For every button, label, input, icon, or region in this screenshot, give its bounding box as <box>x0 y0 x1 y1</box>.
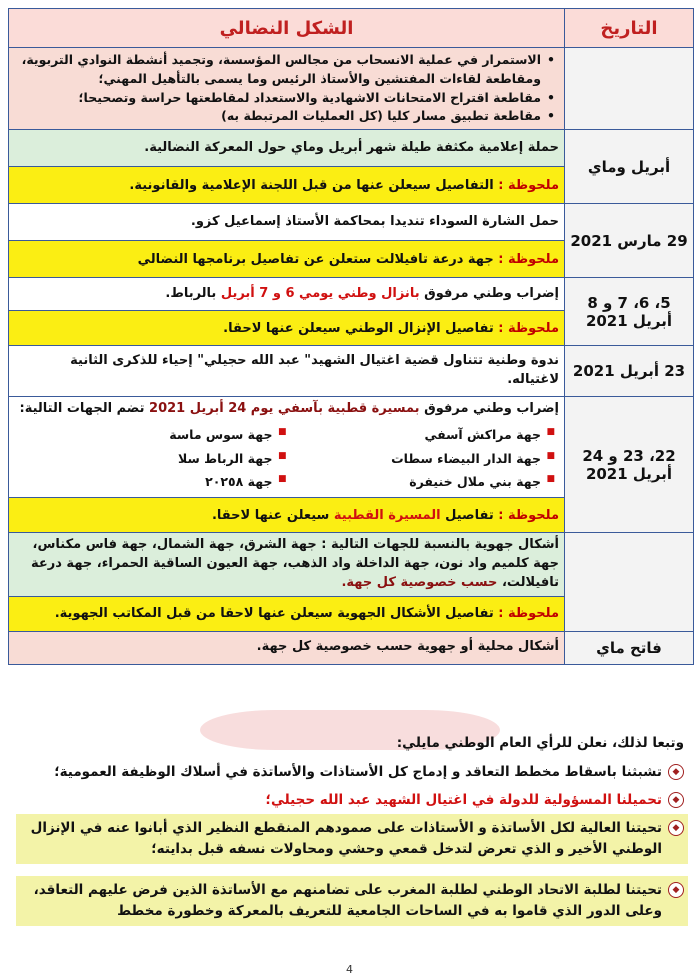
row4-text-pre: إضراب وطني مرفوق <box>424 285 559 301</box>
intro-statement: وتبعا لذلك، نعلن للرأي العام الوطني مايلي: <box>396 735 684 751</box>
row7-text-highlight: حسب خصوصية كل جهة. <box>341 574 498 590</box>
row7-date <box>565 533 694 632</box>
table-row <box>9 397 694 498</box>
row3-text: حمل الشارة السوداء تنديدا بمحاكمة الأستاذ إسماعيل كزو. <box>9 204 565 241</box>
row4-text-highlight: بانزال وطني يومي 6 و 7 أبريل <box>220 285 420 301</box>
list-item: ■ جهة بني ملال خنيفرة <box>283 470 542 494</box>
table-row <box>9 631 694 664</box>
note-text: تفاصيل الإنزال الوطني سيعلن عنها لاحقا. <box>223 320 494 336</box>
row2-note <box>9 167 565 204</box>
row6-regions <box>14 423 559 494</box>
row6-text <box>14 400 559 419</box>
demand-item <box>16 876 688 926</box>
demand-item <box>16 758 688 787</box>
bullet-icon: ◆ <box>668 764 684 780</box>
table-row <box>9 533 694 597</box>
demand-text: تحميلنا المسؤولية للدولة في اغتيال الشهيد عبد الله حجيلي؛ <box>265 792 662 808</box>
row6-note <box>9 498 565 533</box>
row1-date <box>565 48 694 130</box>
row4-note <box>9 311 565 346</box>
list-item: ■ جهة الرباط سلا <box>14 447 273 471</box>
row2-text: حملة إعلامية مكثفة طيلة شهر أبريل وماي حول المعركة النضالية. <box>9 130 565 167</box>
row6-date: 22، 23 و 24 أبريل 2021 <box>565 397 694 533</box>
note-post: سيعلن عنها لاحقا. <box>211 507 330 523</box>
list-item: • مقاطعة اقتراح الامتحانات الاشهادية والاستعداد لمقاطعتها حراسة وتصحيحا؛ <box>14 89 541 108</box>
list-item: ■ جهة ٢٠٢٥٨ <box>14 470 273 494</box>
note-text: جهة درعة تافيلالت ستعلن عن تفاصيل برنامجها النضالي <box>137 251 494 267</box>
row7-text-main: أشكال جهوية بالنسبة للجهات التالية : جهة الشرق، جهة الشمال، جهة فاس مكناس، جهة كلميم واد نون، جهة الداخلة واد الذهب، جهة العيون الساقية الحمراء، جهة درعة تافيلالت، <box>30 537 559 590</box>
demand-item <box>16 814 688 864</box>
row2-date: أبريل وماي <box>565 130 694 204</box>
row4-text <box>9 278 565 311</box>
table-row <box>9 204 694 241</box>
table-row <box>9 48 694 130</box>
row8-date: فاتح ماي <box>565 631 694 664</box>
demand-text: تحيتنا العالية لكل الأساتذة و الأستاذات على صمودهم المنقطع النظير الذي أبانوا عنه في الإنزال الوطني الأخير و الذي تعرض لتدخل قمعي وحشي ومحاولات نسفه قبل بدايته؛ <box>30 820 662 857</box>
note-text: تفاصيل الأشكال الجهوية سيعلن عنها لاحقا من قبل المكاتب الجهوية. <box>54 606 494 622</box>
row4-date: 5، 6، 7 و 8 أبريل 2021 <box>565 278 694 346</box>
row8-text: أشكال محلية أو جهوية حسب خصوصية كل جهة. <box>9 631 565 664</box>
note-label: ملحوظة : <box>498 320 559 336</box>
row6-text-post: تضم الجهات التالية: <box>19 401 145 416</box>
note-label: ملحوظة : <box>498 507 559 523</box>
note-highlight: المسيرة القطبية <box>333 507 441 523</box>
list-item: ■ جهة الدار البيضاء سطات <box>283 447 542 471</box>
row5-date: 23 أبريل 2021 <box>565 346 694 397</box>
table-row <box>9 346 694 397</box>
list-item: ■ جهة مراكش آسفي <box>283 423 542 447</box>
table-row <box>9 278 694 311</box>
row3-note <box>9 241 565 278</box>
note-text: التفاصيل سيعلن عنها من قبل اللجنة الإعلامية والقانونية. <box>129 177 494 193</box>
list-item: • الاستمرار في عملية الانسحاب من مجالس المؤسسة، وتجميد أنشطة النوادي التربوية، ومقاطعة لقاءات المفتشين والأستاذ الرئيس وما يسمى بالتأهيل المهني؛ <box>14 51 541 89</box>
row6-text-highlight: بمسيرة قطبية بآسفي يوم 24 أبريل 2021 <box>149 401 420 416</box>
row4-text-post: بالرباط. <box>165 285 217 301</box>
bullet-icon: ◆ <box>668 792 684 808</box>
struggle-schedule-table <box>8 8 694 665</box>
list-item: • مقاطعة تطبيق مسار كليا (كل العمليات المرتبطة به) <box>14 107 541 126</box>
row3-date: 29 مارس 2021 <box>565 204 694 278</box>
note-label: ملحوظة : <box>498 606 559 622</box>
table-row <box>9 130 694 167</box>
row7-note <box>9 596 565 631</box>
table-header-row <box>9 9 694 48</box>
list-item: ■ جهة سوس ماسة <box>14 423 273 447</box>
demand-text: تحيتنا لطلبة الاتحاد الوطني لطلبة المغرب على تضامنهم مع الأساتذة الذين فرض عليهم التعاقد، وعلى الدور الذي قاموا به في الساحات الجامعية للتعريف بالمعركة وخطورة مخطط <box>33 882 662 919</box>
bullet-icon: ◆ <box>668 882 684 898</box>
note-label: ملحوظة : <box>498 177 559 193</box>
page-number: 4 <box>346 963 353 976</box>
note-pre: تفاصيل <box>445 507 494 523</box>
row6-content <box>9 397 565 498</box>
row1-bullets <box>14 51 559 126</box>
row5-text: ندوة وطنية تتناول قضية اغتيال الشهيد" عبد الله حجيلي" إحياء للذكرى الثانية لاغتياله. <box>9 346 565 397</box>
header-date: التاريخ <box>565 9 694 48</box>
row6-text-pre: إضراب وطني مرفوق <box>424 401 559 416</box>
row7-text <box>9 533 565 597</box>
bullet-icon: ◆ <box>668 820 684 836</box>
row1-content <box>9 48 565 130</box>
demand-text: تشبثنا باسقاط مخطط التعاقد و إدماج كل الأستاذات والأساتذة في أسلاك الوظيفة العمومية؛ <box>54 764 662 780</box>
header-form: الشكل النضالي <box>9 9 565 48</box>
demand-item <box>16 786 688 815</box>
note-label: ملحوظة : <box>498 251 559 267</box>
